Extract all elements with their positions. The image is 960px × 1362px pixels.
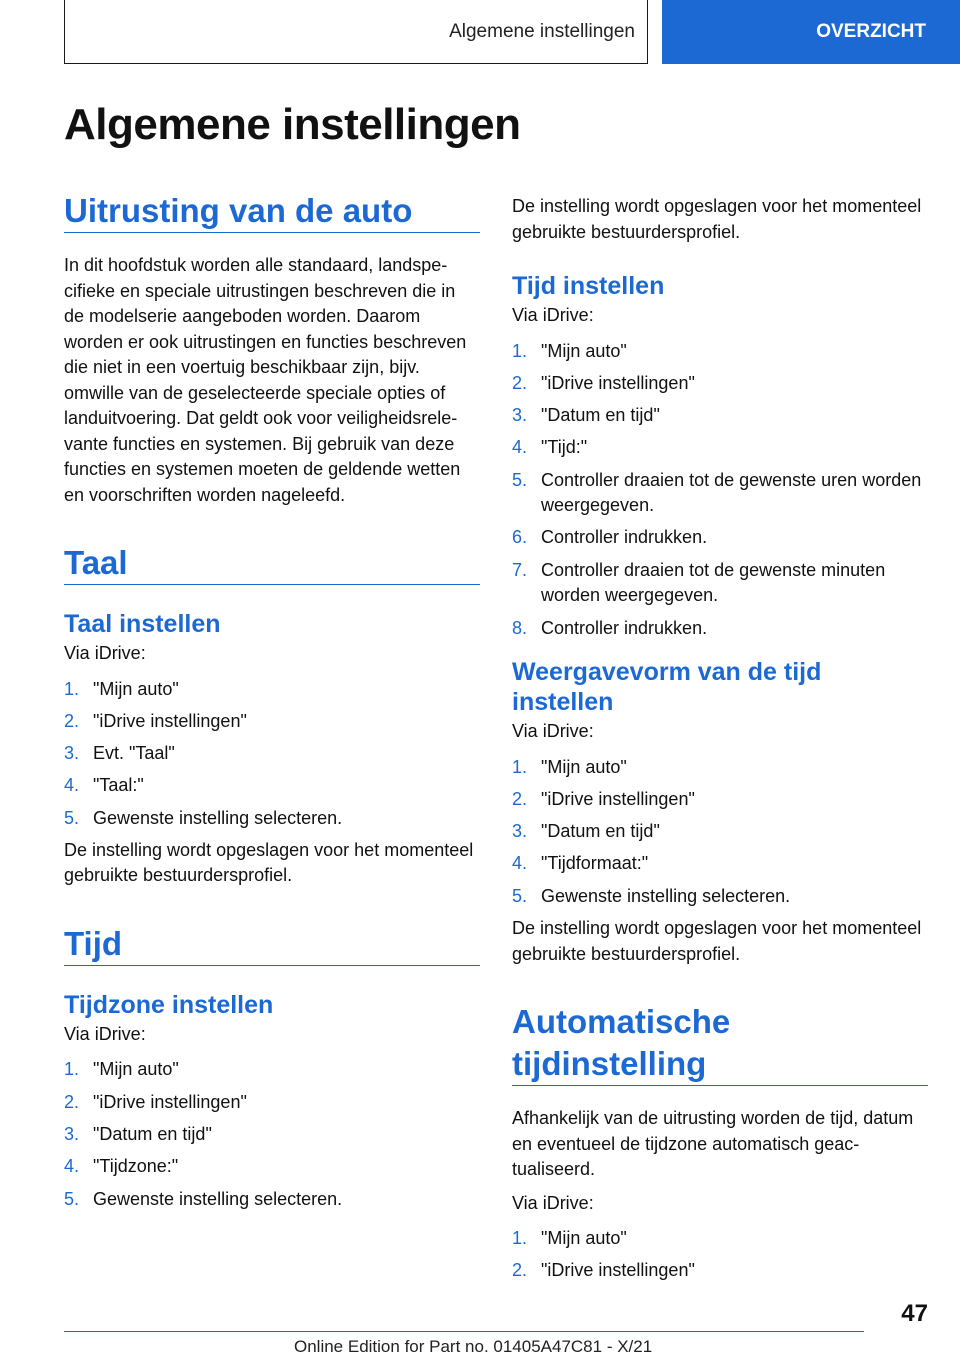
left-column <box>64 190 480 1219</box>
list-item: 1. "Mijn auto" <box>64 1059 179 1080</box>
list-item: 4. "Taal:" <box>64 775 144 796</box>
language-steps <box>64 677 480 832</box>
list-item: 2. "iDrive instellingen" <box>512 788 695 809</box>
list-item: 4. "Tijdformaat:" <box>512 853 649 874</box>
list-item: 5. Controller draaien tot de gewenste uren worden weergegeven. <box>512 469 922 516</box>
header-section-label: Algemene instellingen <box>449 20 635 42</box>
list-item: 4. "Tijd:" <box>512 437 588 458</box>
list-item: 7. Controller draaien tot de gewenste minuten worden weergegeven. <box>512 559 886 606</box>
equipment-heading: Uitrusting van de auto <box>64 190 480 233</box>
list-item: 1. "Mijn auto" <box>512 1228 627 1249</box>
timezone-subheading: Tijdzone instellen <box>64 990 274 1019</box>
format-steps <box>512 755 928 910</box>
list-item: 5. Gewenste instelling selecteren. <box>64 1188 343 1209</box>
list-item: 6. Controller indrukken. <box>512 527 708 548</box>
overview-tab[interactable] <box>662 0 960 64</box>
auto-time-via: Via iDrive: <box>512 1192 594 1213</box>
footer-divider <box>64 1331 864 1332</box>
auto-time-heading: Automatische tijdinstelling <box>512 1001 928 1086</box>
language-note: De instelling wordt opgeslagen voor het momenteel gebruikte bestuurdersprofiel. <box>64 839 474 886</box>
equipment-text: In dit hoofdstuk worden alle standaard, landspecifieke en speciale uitrustingen beschreven die in de modelserie aangeboden worden. Daarom worden er ook uitrustingen en functies beschreven die niet in een voertuig beschikbaar zijn, bijv. omwille van de geselecteerde speciale opties of landuitvoering. Dat geldt ook voor veiligheidsrelevante functies en systemen. Bij gebruik van deze functies en systemen moeten de geldende wetten en voorschriften worden nageleefd. <box>64 255 467 505</box>
list-item: 1. "Mijn auto" <box>512 340 627 361</box>
auto-time-steps <box>512 1226 928 1284</box>
timezone-via: Via iDrive: <box>64 1023 146 1044</box>
timezone-note: De instelling wordt opgeslagen voor het momenteel gebruikte bestuurdersprofiel. <box>512 196 922 242</box>
format-subheading: Weergavevorm van de tijd instellen <box>512 658 822 717</box>
page-number: 47 <box>901 1300 928 1327</box>
set-time-subheading: Tijd instellen <box>512 272 665 300</box>
list-item: 1. "Mijn auto" <box>512 756 627 777</box>
list-item: 3. "Datum en tijd" <box>64 1124 212 1145</box>
list-item: 1. "Mijn auto" <box>64 678 179 699</box>
language-via: Via iDrive: <box>64 643 146 663</box>
footer-edition: Online Edition for Part no. 01405A47C81 - X/21 <box>294 1337 653 1356</box>
timezone-steps <box>64 1057 480 1212</box>
list-item: 4. "Tijdzone:" <box>64 1156 179 1177</box>
list-item: 2. "iDrive instellingen" <box>512 1260 695 1281</box>
header-section-tab[interactable] <box>64 0 648 64</box>
auto-time-text: Afhankelijk van de uitrusting worden de tijd, datum en eventueel de tijdzone automatisch geactualiseerd. <box>512 1108 914 1180</box>
language-subheading: Taal instellen <box>64 610 221 638</box>
overview-label: OVERZICHT <box>816 21 926 42</box>
list-item: 8. Controller indrukken. <box>512 617 708 638</box>
set-time-steps <box>512 339 928 642</box>
list-item: 3. "Datum en tijd" <box>512 821 660 842</box>
page-title: Algemene instellingen <box>64 100 521 149</box>
right-column <box>512 194 928 1291</box>
time-heading: Tijd <box>64 923 480 966</box>
list-item: 3. "Datum en tijd" <box>512 405 660 426</box>
list-item: 5. Gewenste instelling selecteren. <box>512 885 791 906</box>
list-item: 2. "iDrive instellingen" <box>64 1091 247 1112</box>
list-item: 2. "iDrive instellingen" <box>64 710 247 731</box>
format-via: Via iDrive: <box>512 721 594 742</box>
list-item: 2. "iDrive instellingen" <box>512 372 695 393</box>
language-heading: Taal <box>64 542 480 585</box>
list-item: 3. Evt. "Taal" <box>64 743 175 764</box>
list-item: 5. Gewenste instelling selecteren. <box>64 807 343 828</box>
set-time-via: Via iDrive: <box>512 305 594 325</box>
format-note: De instelling wordt opgeslagen voor het momenteel gebruikte bestuurdersprofiel. <box>512 918 922 964</box>
